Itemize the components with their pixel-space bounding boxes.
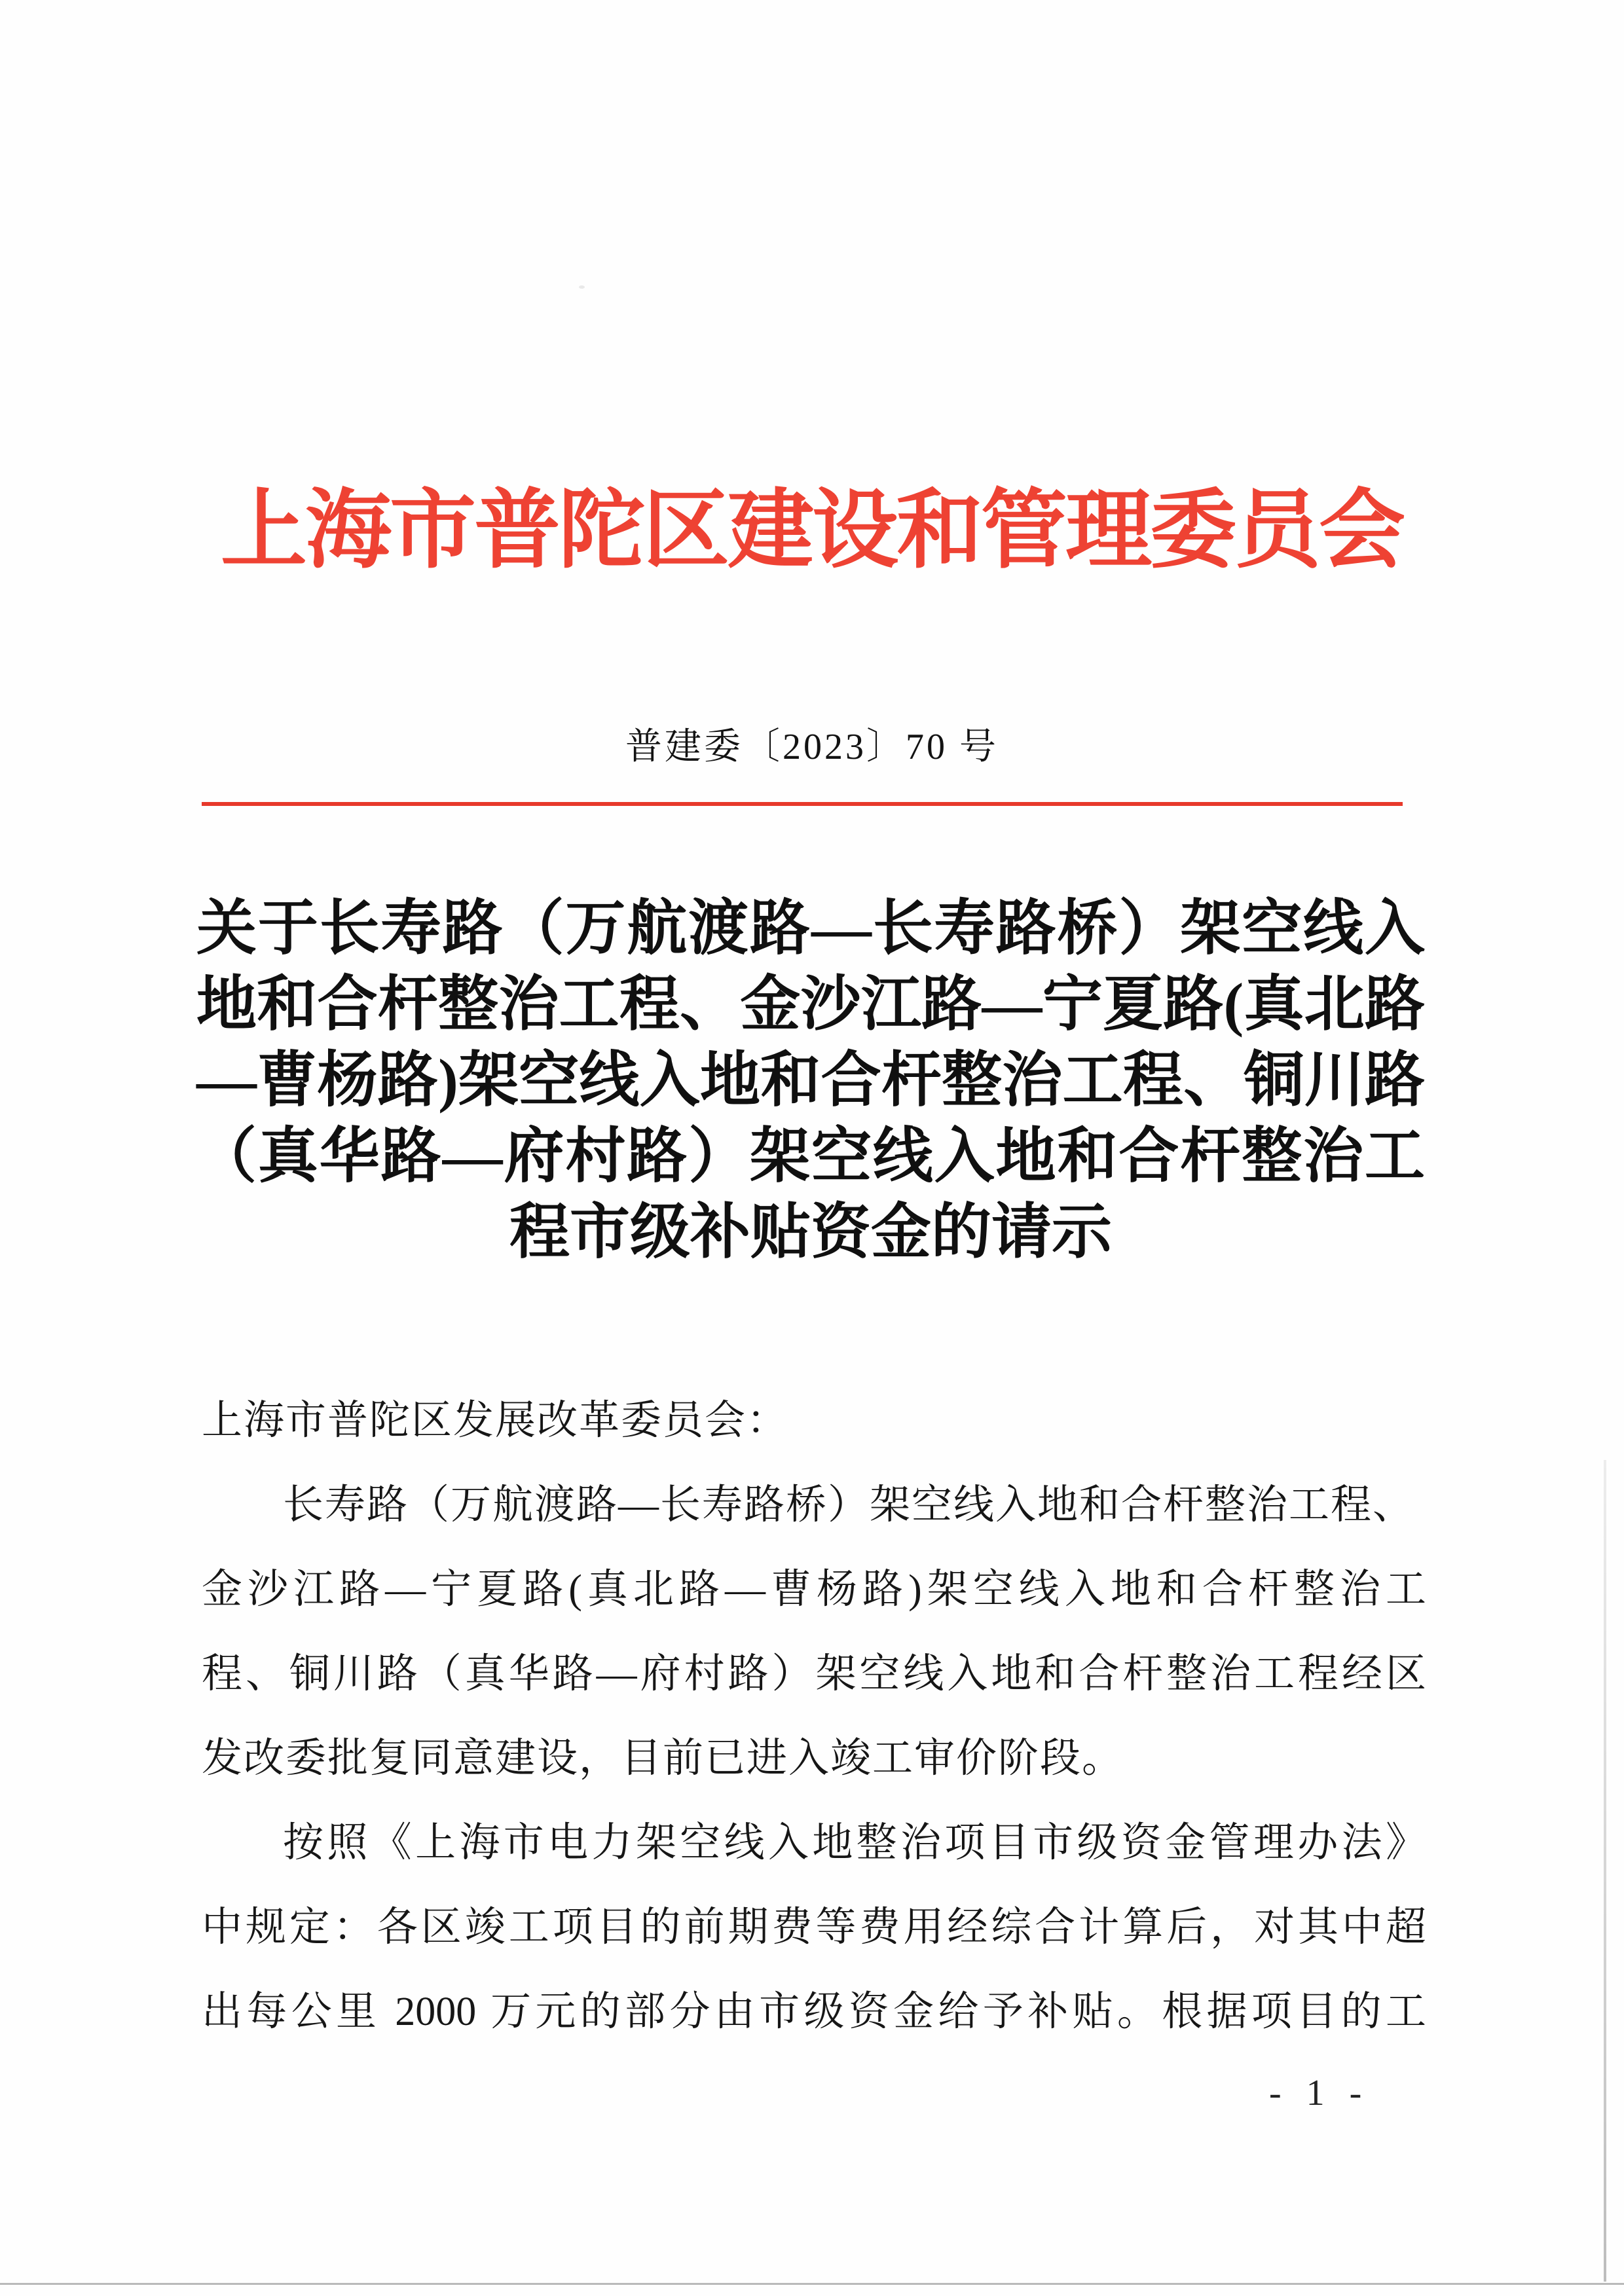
body-text-line: 程、铜川路（真华路—府村路）架空线入地和合杆整治工程经区 (202, 1652, 1426, 1696)
scan-edge-horizontal (0, 2283, 1624, 2285)
body-text-line: 金沙江路—宁夏路(真北路—曹杨路)架空线入地和合杆整治工 (202, 1567, 1426, 1612)
body-text-line: 发改委批复同意建设，目前已进入竣工审价阶段。 (202, 1736, 1124, 1781)
document-title-line: 关于长寿路（万航渡路—长寿路桥）架空线入 (196, 895, 1425, 962)
doc-reference-number: 普建委〔2023〕70 号 (625, 727, 999, 767)
body-text-line: 长寿路（万航渡路—长寿路桥）架空线入地和合杆整治工程、 (283, 1483, 1415, 1527)
red-separator-line (202, 802, 1403, 806)
body-text-line: 出每公里 2000 万元的部分由市级资金给予补贴。根据项目的工 (202, 1990, 1426, 2034)
document-title-line: 程市级补贴资金的请示 (509, 1199, 1112, 1266)
page-number: - 1 - (1269, 2073, 1370, 2113)
body-text-line: 按照《上海市电力架空线入地整治项目市级资金管理办法》 (283, 1821, 1426, 1865)
document-title-line: （真华路—府村路）架空线入地和合杆整治工 (196, 1123, 1425, 1190)
document-title-line: 地和合杆整治工程、金沙江路—宁夏路(真北路 (196, 971, 1425, 1038)
body-text-line: 中规定：各区竣工项目的前期费等费用经综合计算后，对其中超 (202, 1905, 1426, 1950)
document-body (202, 1379, 1426, 2054)
scan-edge-vertical (1604, 1460, 1606, 2282)
masthead-org-title: 上海市普陀区建设和管理委员会 (221, 483, 1403, 579)
document-title-line: —曹杨路)架空线入地和合杆整治工程、铜川路 (196, 1047, 1425, 1114)
scan-speck (579, 285, 585, 289)
document-title (196, 890, 1425, 1270)
salutation-line: 上海市普陀区发展改革委员会： (202, 1398, 789, 1443)
